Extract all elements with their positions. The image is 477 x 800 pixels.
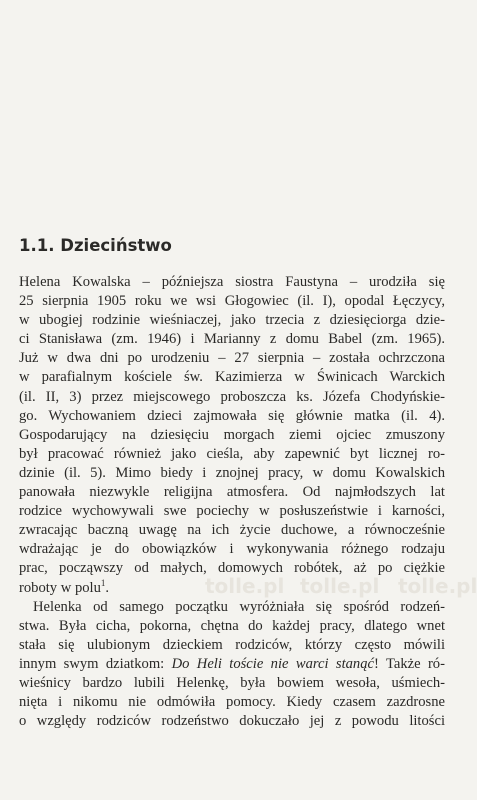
- text-line: go. Wychowaniem dzieci zajmowała się głównie matka (il. 4).: [19, 407, 445, 424]
- text-line: dzinie (il. 5). Mimo biedy i znojnej pracy, w domu Kowalskich: [19, 464, 445, 481]
- text-line: Helena Kowalska – późniejsza siostra Faustyna – urodziła się: [19, 274, 445, 290]
- text-line: zwracając baczną uwagę na ich życie duchowe, a równocześnie: [19, 522, 445, 539]
- text-line: Gospodarujący na dziesięciu morgach ziemi ojciec zmuszony: [19, 426, 445, 443]
- quote-fragment: Do Heli toście nie warci stanąć: [171, 655, 375, 672]
- text-line: ci Stanisława (zm. 1946) i Marianny z domu Babel (zm. 1965).: [19, 331, 445, 348]
- text-line: (il. II, 3) przez miejscowego proboszcza ks. Józefa Chodyńskie-: [19, 388, 445, 405]
- text-line: [19, 655, 445, 674]
- text-fragment: innym swym dziatkom:: [19, 655, 172, 672]
- footnote-reference[interactable]: 1: [100, 577, 106, 588]
- text-fragment: ! Także ró-: [374, 655, 445, 672]
- watermark-text: tolle.pl: [300, 574, 380, 598]
- text-fragment: roboty w polu: [19, 579, 101, 596]
- text-line: 25 sierpnia 1905 roku we wsi Głogowiec (il. I), opodal Łęczycy,: [19, 293, 445, 310]
- text-fragment: .: [105, 579, 110, 596]
- text-line: w ubogiej rodzinie wieśniaczej, jako trzecia z dziesięciorga dzie-: [19, 312, 445, 329]
- text-line: wieśnicy bardzo lubili Helenkę, była bowiem wesoła, uśmiech-: [19, 674, 445, 691]
- text-line: o względy rodziców rodzeństwo dokuczało jej z powodu litości: [19, 713, 445, 730]
- text-line: Już w dwa dni po urodzeniu – 27 sierpnia – została ochrzczona: [19, 350, 445, 367]
- text-line: [19, 579, 445, 598]
- text-line: Helenka od samego początku wyróżniała się spośród rodzeń-: [33, 598, 445, 615]
- text-line: rodzice wychowywali swe pociechy w posłuszeństwie i karności,: [19, 503, 445, 520]
- text-line: prac, począwszy od małych, domowych robótek, aż po ciężkie: [19, 560, 445, 577]
- section-heading: 1.1. Dzieciństwo: [19, 236, 172, 255]
- text-line: w parafialnym kościele św. Kazimierza w Świnicach Warckich: [19, 369, 445, 386]
- text-line: panowała niezwykle religijna atmosfera. Od najmłodszych lat: [19, 484, 445, 501]
- text-line: nięta i nikomu nie odmówiła pomocy. Kiedy czasem zazdrosne: [19, 694, 445, 711]
- watermark-text: tolle.pl: [398, 574, 477, 598]
- text-line: wdrażając je do obowiązków i wykonywania różnego rodzaju: [19, 541, 445, 558]
- watermark-text: tolle.pl: [205, 574, 285, 598]
- body-text: [19, 273, 445, 731]
- text-line: stwa. Była cicha, pokorna, chętna do każdej pracy, dlatego wnet: [19, 617, 445, 634]
- text-line: stała się ulubionym dzieckiem rodziców, którzy często mówili: [19, 636, 445, 653]
- text-line: był pracować również jako cieśla, aby zapewnić byt licznej ro-: [19, 445, 445, 462]
